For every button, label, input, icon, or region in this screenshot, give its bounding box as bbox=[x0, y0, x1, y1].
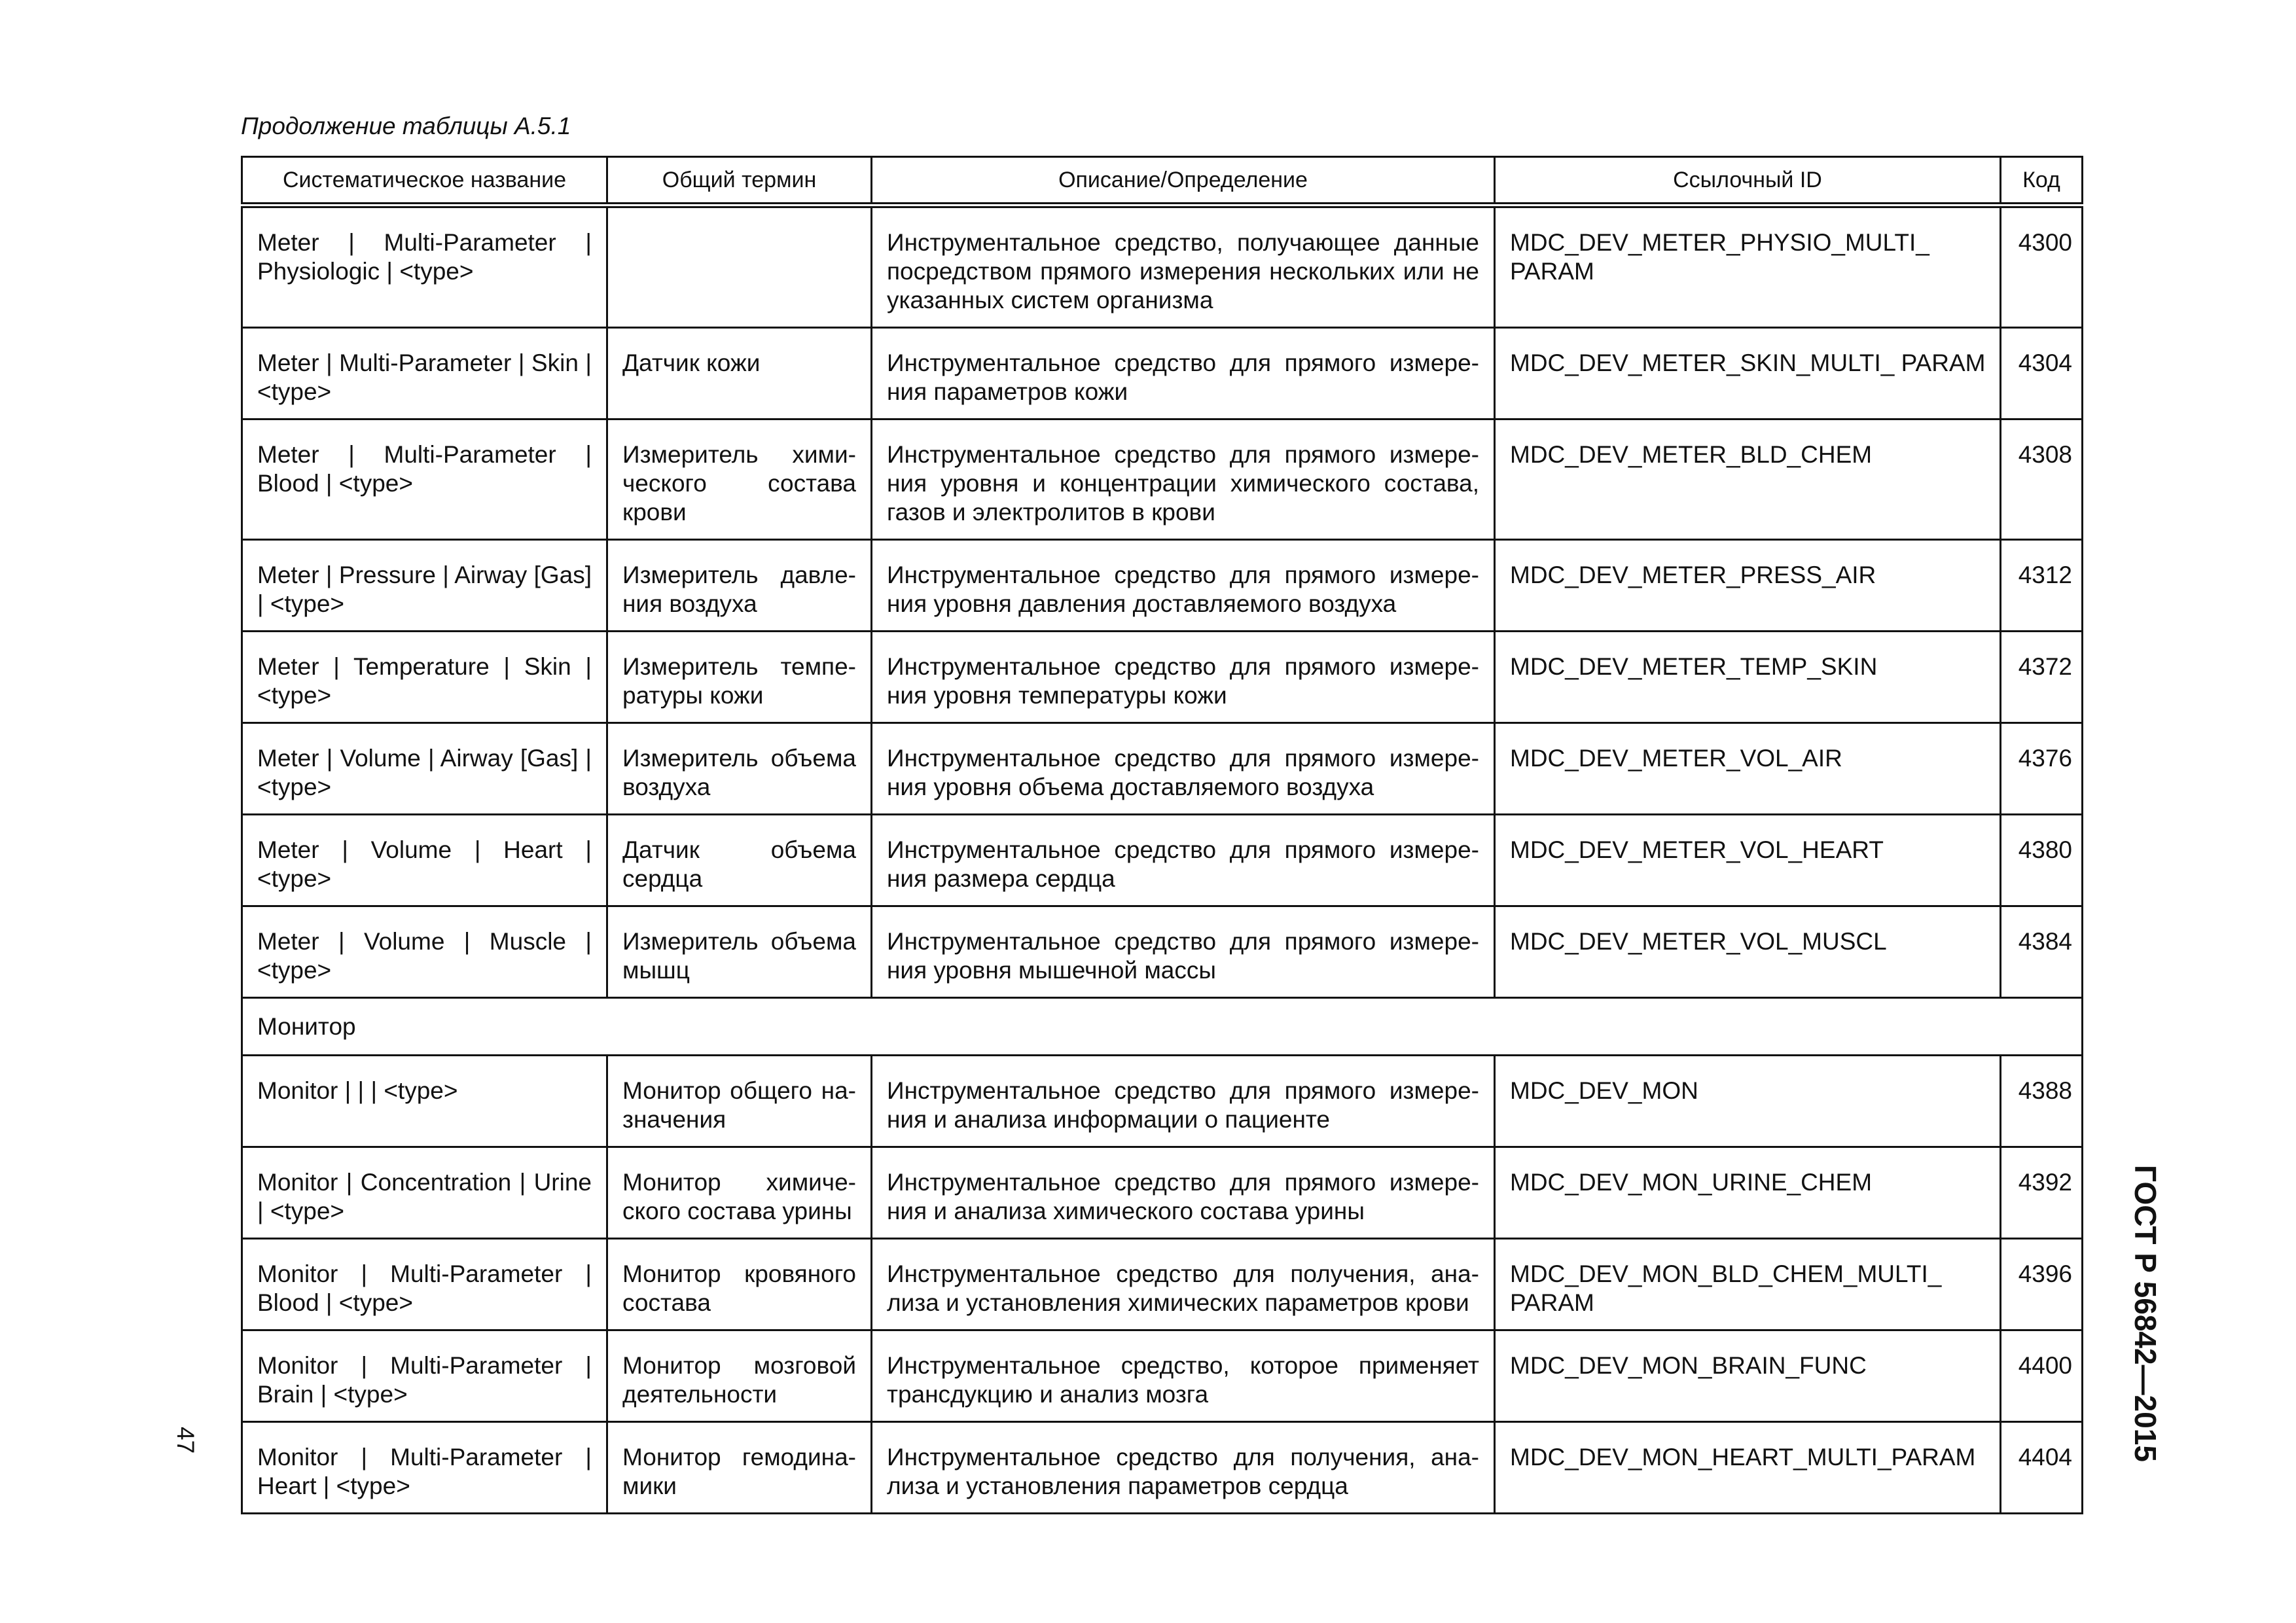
cell-reference-id: MDC_DEV_MON_BLD_CHEM_MULTI_ PARAM bbox=[1495, 1239, 2001, 1330]
cell-reference-id: MDC_DEV_MON bbox=[1495, 1056, 2001, 1147]
cell-description: Инструментальное средство для получения, анализа и установления химических параметров крови bbox=[872, 1239, 1495, 1330]
cell-code: 4304 bbox=[2001, 328, 2083, 419]
cell-reference-id: MDC_DEV_MON_BRAIN_FUNC bbox=[1495, 1330, 2001, 1422]
table-row bbox=[242, 328, 2083, 419]
cell-reference-id: MDC_DEV_METER_SKIN_MULTI_ PARAM bbox=[1495, 328, 2001, 419]
cell-systematic-name: Meter | Multi-Parameter | Skin | <type> bbox=[242, 328, 607, 419]
cell-code: 4372 bbox=[2001, 632, 2083, 723]
cell-systematic-name: Monitor | Multi-Parameter | Brain | <type> bbox=[242, 1330, 607, 1422]
document-code: ГОСТ Р 56842—2015 bbox=[2128, 1165, 2162, 1462]
cell-code: 4404 bbox=[2001, 1422, 2083, 1514]
cell-common-term: Датчик кожи bbox=[607, 328, 872, 419]
cell-common-term: Датчик объема сердца bbox=[607, 815, 872, 906]
cell-systematic-name: Monitor | Multi-Parameter | Blood | <type> bbox=[242, 1239, 607, 1330]
cell-reference-id: MDC_DEV_METER_PHYSIO_MULTI_ PARAM bbox=[1495, 205, 2001, 328]
cell-code: 4376 bbox=[2001, 723, 2083, 815]
table-caption: Продолжение таблицы А.5.1 bbox=[241, 113, 571, 139]
page-number: 47 bbox=[172, 1427, 199, 1454]
cell-description: Инструментальное средство, которое применяет трансдукцию и анализ мозга bbox=[872, 1330, 1495, 1422]
cell-description: Инструментальное средство для прямого измерения уровня объема доставляемого воздуха bbox=[872, 723, 1495, 815]
cell-description: Инструментальное средство, получающее данные посредством прямого измерения нескольких или не указанных систем организма bbox=[872, 205, 1495, 328]
cell-systematic-name: Monitor | Multi-Parameter | Heart | <type> bbox=[242, 1422, 607, 1514]
cell-reference-id: MDC_DEV_METER_VOL_HEART bbox=[1495, 815, 2001, 906]
cell-systematic-name: Meter | Volume | Airway [Gas] | <type> bbox=[242, 723, 607, 815]
cell-systematic-name: Meter | Temperature | Skin | <type> bbox=[242, 632, 607, 723]
table-row bbox=[242, 205, 2083, 328]
cell-code: 4312 bbox=[2001, 540, 2083, 632]
cell-systematic-name: Meter | Volume | Muscle | <type> bbox=[242, 906, 607, 998]
table-row bbox=[242, 419, 2083, 540]
header-reference-id: Ссылочный ID bbox=[1495, 157, 2001, 205]
cell-common-term: Измеритель давления воздуха bbox=[607, 540, 872, 632]
cell-code: 4392 bbox=[2001, 1147, 2083, 1239]
cell-description: Инструментальное средство для прямого измерения и анализа химического состава урины bbox=[872, 1147, 1495, 1239]
cell-description: Инструментальное средство для получения, анализа и установления параметров сердца bbox=[872, 1422, 1495, 1514]
table-row bbox=[242, 1330, 2083, 1422]
cell-reference-id: MDC_DEV_METER_BLD_CHEM bbox=[1495, 419, 2001, 540]
table-row bbox=[242, 906, 2083, 998]
cell-common-term: Измеритель температуры кожи bbox=[607, 632, 872, 723]
cell-common-term: Монитор гемодинамики bbox=[607, 1422, 872, 1514]
cell-systematic-name: Monitor | | | <type> bbox=[242, 1056, 607, 1147]
cell-systematic-name: Meter | Pressure | Airway [Gas] | <type> bbox=[242, 540, 607, 632]
cell-common-term: Измеритель объема мышц bbox=[607, 906, 872, 998]
cell-common-term: Монитор химического состава урины bbox=[607, 1147, 872, 1239]
table-section-row bbox=[242, 998, 2083, 1056]
cell-code: 4380 bbox=[2001, 815, 2083, 906]
header-common-term: Общий термин bbox=[607, 157, 872, 205]
cell-description: Инструментальное средство для прямого измерения уровня мышечной массы bbox=[872, 906, 1495, 998]
cell-common-term: Монитор мозговой деятельности bbox=[607, 1330, 872, 1422]
table-row bbox=[242, 1147, 2083, 1239]
cell-description: Инструментальное средство для прямого измерения и анализа информации о пациенте bbox=[872, 1056, 1495, 1147]
cell-description: Инструментальное средство для прямого измерения уровня температуры кожи bbox=[872, 632, 1495, 723]
cell-reference-id: MDC_DEV_METER_VOL_MUSCL bbox=[1495, 906, 2001, 998]
header-description: Описание/Определение bbox=[872, 157, 1495, 205]
cell-code: 4300 bbox=[2001, 205, 2083, 328]
cell-reference-id: MDC_DEV_MON_HEART_MULTI_PARAM bbox=[1495, 1422, 2001, 1514]
cell-code: 4384 bbox=[2001, 906, 2083, 998]
table-header-row bbox=[242, 157, 2083, 205]
cell-reference-id: MDC_DEV_MON_URINE_CHEM bbox=[1495, 1147, 2001, 1239]
table-row bbox=[242, 632, 2083, 723]
table-body bbox=[242, 205, 2083, 1514]
header-code: Код bbox=[2001, 157, 2083, 205]
cell-code: 4400 bbox=[2001, 1330, 2083, 1422]
cell-reference-id: MDC_DEV_METER_PRESS_AIR bbox=[1495, 540, 2001, 632]
cell-code: 4308 bbox=[2001, 419, 2083, 540]
cell-common-term: Монитор кровяного состава bbox=[607, 1239, 872, 1330]
cell-description: Инструментальное средство для прямого измерения уровня давления доставляемого воздуха bbox=[872, 540, 1495, 632]
cell-common-term bbox=[607, 205, 872, 328]
cell-systematic-name: Monitor | Concentration | Urine | <type> bbox=[242, 1147, 607, 1239]
cell-systematic-name: Meter | Multi-Parameter | Blood | <type> bbox=[242, 419, 607, 540]
table-row bbox=[242, 1239, 2083, 1330]
cell-common-term: Измеритель химического состава крови bbox=[607, 419, 872, 540]
table-row bbox=[242, 540, 2083, 632]
section-title: Монитор bbox=[242, 998, 2083, 1056]
table-row bbox=[242, 723, 2083, 815]
cell-description: Инструментальное средство для прямого измерения размера сердца bbox=[872, 815, 1495, 906]
cell-description: Инструментальное средство для прямого измерения параметров кожи bbox=[872, 328, 1495, 419]
cell-systematic-name: Meter | Multi-Parameter | Physiologic | <type> bbox=[242, 205, 607, 328]
table-row bbox=[242, 815, 2083, 906]
reference-table bbox=[241, 156, 2083, 1514]
cell-code: 4388 bbox=[2001, 1056, 2083, 1147]
cell-common-term: Измеритель объема воздуха bbox=[607, 723, 872, 815]
cell-code: 4396 bbox=[2001, 1239, 2083, 1330]
cell-common-term: Монитор общего назначения bbox=[607, 1056, 872, 1147]
header-systematic-name: Систематическое название bbox=[242, 157, 607, 205]
cell-reference-id: MDC_DEV_METER_VOL_AIR bbox=[1495, 723, 2001, 815]
cell-reference-id: MDC_DEV_METER_TEMP_SKIN bbox=[1495, 632, 2001, 723]
table-row bbox=[242, 1422, 2083, 1514]
table-row bbox=[242, 1056, 2083, 1147]
cell-systematic-name: Meter | Volume | Heart | <type> bbox=[242, 815, 607, 906]
cell-description: Инструментальное средство для прямого измерения уровня и концентрации химического состава, газов и электролитов в крови bbox=[872, 419, 1495, 540]
